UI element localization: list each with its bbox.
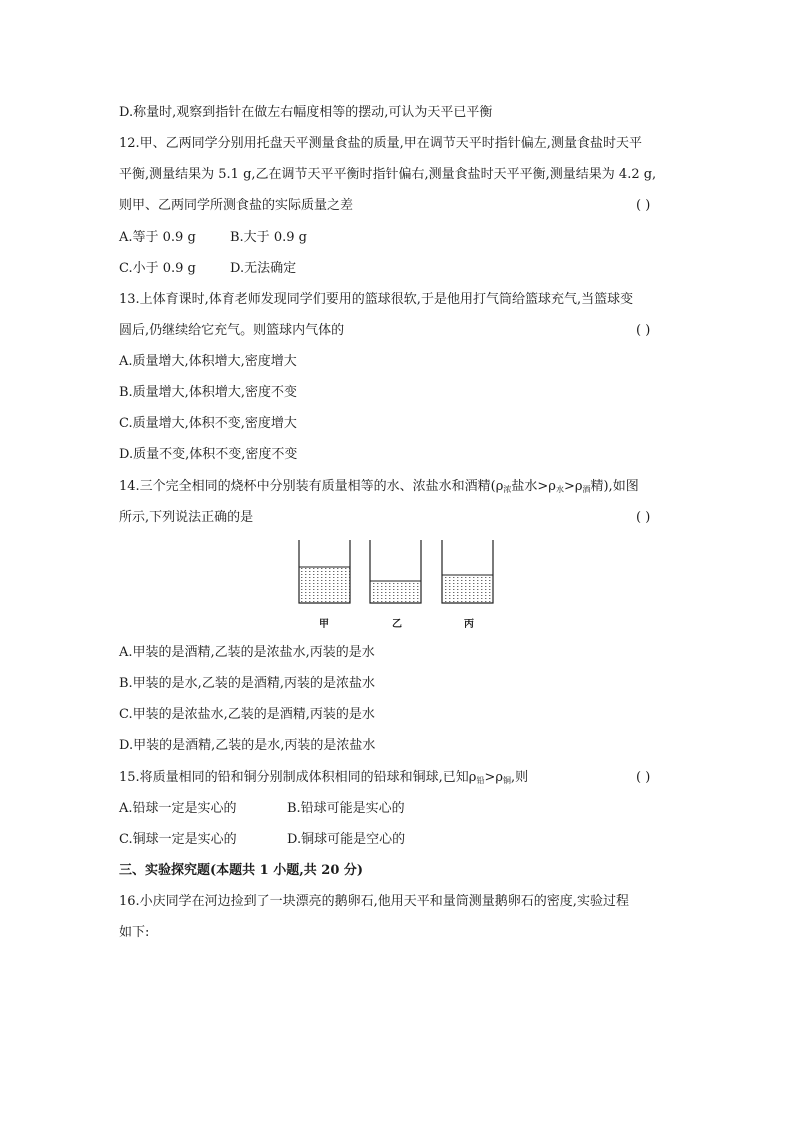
q14-answer-bracket: ( ) <box>636 510 651 525</box>
q12-answer-bracket: ( ) <box>636 198 651 213</box>
q13-option-b: B.质量增大,体积增大,密度不变 <box>119 385 297 400</box>
beaker-label-yi: 乙 <box>392 619 402 630</box>
q13-option-c: C.质量增大,体积不变,密度增大 <box>119 416 297 431</box>
q15-answer-bracket: ( ) <box>636 770 651 785</box>
q13-option-d: D.质量不变,体积不变,密度不变 <box>119 447 298 462</box>
q15-option-d: D.铜球可能是空心的 <box>287 832 406 847</box>
q15-option-a: A.铅球一定是实心的 <box>119 801 237 816</box>
q15-option-b: B.铅球可能是实心的 <box>287 801 405 816</box>
q12-option-a: A.等于 0.9 g <box>119 230 196 245</box>
q14-option-d: D.甲装的是酒精,乙装的是水,丙装的是浓盐水 <box>119 738 376 753</box>
q12-line1: 12.甲、乙两同学分别用托盘天平测量食盐的质量,甲在调节天平时指针偏左,测量食盐时天平 <box>119 136 642 151</box>
beaker-label-jia: 甲 <box>319 619 329 630</box>
q14-line1: 14.三个完全相同的烧杯中分别装有质量相等的水、浓盐水和酒精($\rho_浓$盐水$>\rho_水>\rho_酒$精),如图 <box>119 479 639 494</box>
q14-option-a: A.甲装的是酒精,乙装的是浓盐水,丙装的是水 <box>119 645 375 660</box>
q13-line1: 13.上体育课时,体育老师发现同学们要用的篮球很软,于是他用打气筒给篮球充气,当篮球变 <box>119 292 634 307</box>
q16-line1: 16.小庆同学在河边捡到了一块漂亮的鹅卵石,他用天平和量筒测量鹅卵石的密度,实验过程 <box>119 894 629 909</box>
q13-answer-bracket: ( ) <box>636 323 651 338</box>
q12-option-d: D.无法确定 <box>230 261 297 276</box>
option-d-previous: D.称量时,观察到指针在做左右幅度相等的摆动,可认为天平已平衡 <box>119 105 493 120</box>
beaker-jia <box>299 540 350 603</box>
q12-line3: 则甲、乙两同学所测食盐的实际质量之差 <box>119 198 354 213</box>
section-heading-experiment: 三、实验探究题(本题共 1 小题,共 20 分) <box>119 863 364 878</box>
beaker-label-bing: 丙 <box>464 619 474 630</box>
q12-line2: 平衡,测量结果为 5.1 g,乙在调节天平平衡时指针偏右,测量食盐时天平平衡,测量结果为 4.2 g, <box>119 167 657 182</box>
q13-option-a: A.质量增大,体积增大,密度增大 <box>119 354 297 369</box>
q15-line1: 15.将质量相同的铅和铜分别制成体积相同的铅球和铜球,已知$\rho_铅>\rho_铜$,则 <box>119 770 529 785</box>
q14-line2: 所示,下列说法正确的是 <box>119 510 254 525</box>
q15-option-c: C.铜球一定是实心的 <box>119 832 237 847</box>
q12-option-c: C.小于 0.9 g <box>119 261 196 276</box>
q16-line2: 如下: <box>119 925 150 940</box>
q13-line2: 圆后,仍继续给它充气。则篮球内气体的 <box>119 323 345 338</box>
q14-option-b: B.甲装的是水,乙装的是酒精,丙装的是浓盐水 <box>119 676 375 691</box>
beaker-bing <box>442 540 493 603</box>
q14-option-c: C.甲装的是浓盐水,乙装的是酒精,丙装的是水 <box>119 707 375 722</box>
q12-option-b: B.大于 0.9 g <box>230 230 307 245</box>
beaker-yi <box>370 540 421 603</box>
